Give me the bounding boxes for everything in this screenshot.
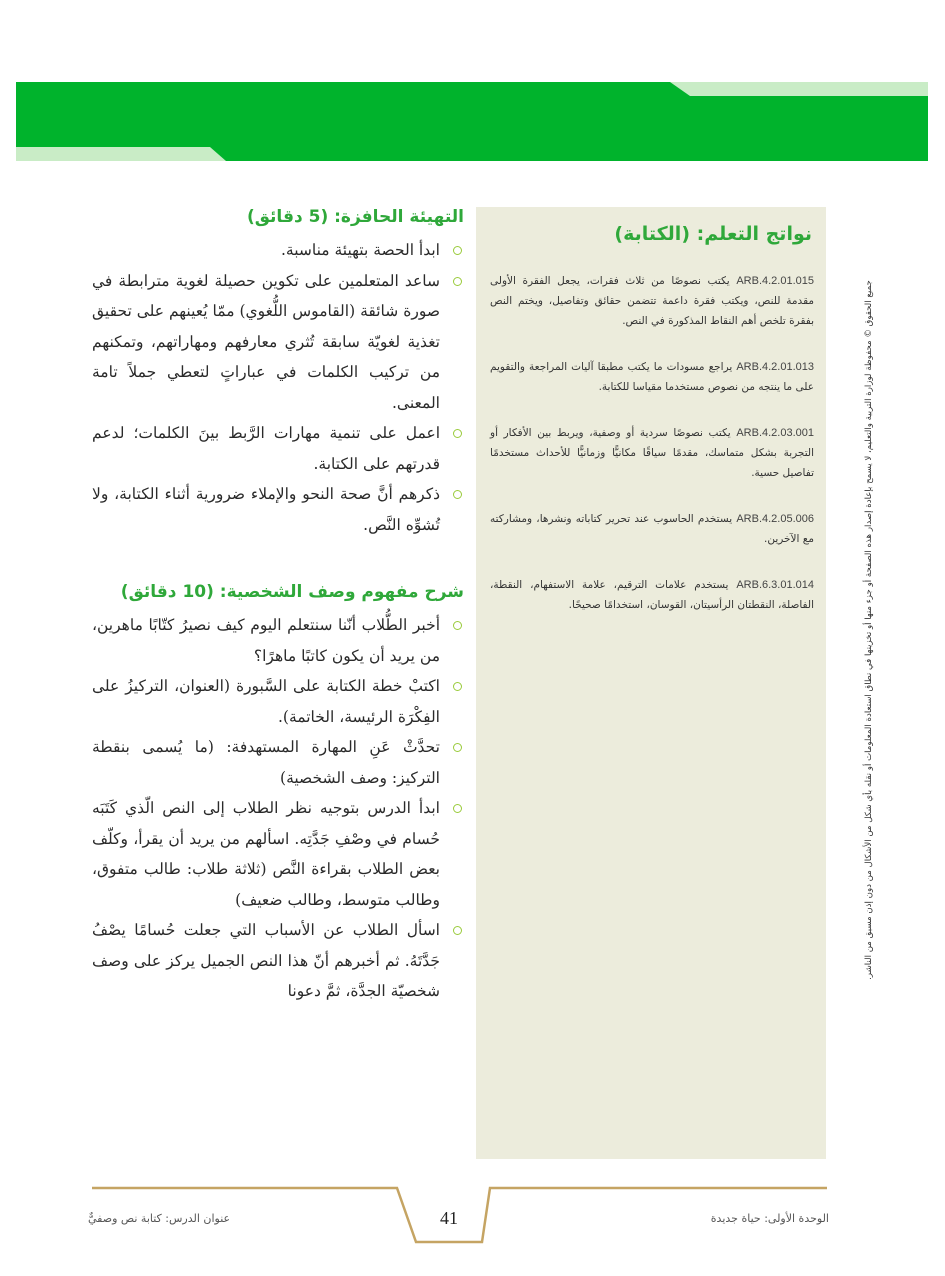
list-item [92,732,464,793]
list-item [92,418,464,479]
learning-outcomes-panel [476,207,826,1159]
outcome-code: ARB.6.3.01.014 [736,579,814,591]
step-text: اكتبْ خطة الكتابة على السَّبورة (العنوان، التركيزُ على الفِكْرَة الرئيسة، الخاتمة). [92,677,440,726]
section-title-character-description: شرح مفهوم وصف الشخصية: (10 دقائق) [120,582,464,602]
bullet-icon [453,621,462,630]
list-item [92,610,464,671]
bullet-icon [453,429,462,438]
bullet-icon [453,682,462,691]
lesson-main-column [92,205,464,1007]
header-banner [0,0,945,180]
banner-light-strip-bottom [16,147,226,161]
step-text: ساعد المتعلمين على تكوين حصيلة لغوية مترابطة في صورة شائقة (القاموس اللُّغوي) ممّا يُعينهم على تحقيق تغذية لغويّة سابقة تُثري معارفهم ومهاراتهم، وتمكنهم من تركيب الكلمات في عباراتٍ لتعطي جملاً تامة المعنى. [92,271,440,412]
outcome-item [490,509,814,549]
outcome-code: ARB.4.2.01.013 [736,361,814,373]
outcome-code: ARB.4.2.01.015 [736,275,814,287]
lesson-title-label: عنوان الدرس: كتابة نص وصفيٌّ [88,1212,231,1225]
warmup-steps-list [92,235,464,540]
outcome-text: يستخدم الحاسوب عند تحرير كتاباته ونشرها، ومشاركته مع الآخرين. [490,513,814,545]
outcome-item [490,271,814,331]
outcome-item [490,357,814,397]
bullet-icon [453,926,462,935]
bullet-icon [453,743,462,752]
explanation-steps-list [92,610,464,1007]
step-text: ابدأ الحصة بتهيئة مناسبة. [280,241,440,259]
list-item [92,266,464,419]
step-text: ذكرهم أنَّ صحة النحو والإملاء ضرورية أثناء الكتابة، ولا تُشوِّه النَّص. [92,485,440,534]
list-item [92,671,464,732]
list-item [92,235,464,266]
unit-title-label: الوحدة الأولى: حياة جديدة [710,1212,829,1225]
bullet-icon [453,490,462,499]
step-text: ابدأ الدرس بتوجيه نظر الطلاب إلى النص الّذي كَتَبَه حُسام في وصْفِ جَدَّتِه. اسألهم من يريد أن يقرأ، وكلّف بعض الطلاب بقراءة النَّص (ثلاثة طلاب: طالب متفوق، وطالب متوسط، وطالب ضعيف) [92,799,440,909]
outcome-text: يكتب نصوصًا سردية أو وصفية، ويربط بين الأفكار أو التجربة بشكل متماسك، مقدمًا سياقًا مكانيًّا وزمانيًّا للأحداث مستخدمًا تفاصيل حسية. [490,427,814,479]
bullet-icon [453,277,462,286]
list-item [92,793,464,915]
outcome-text: يستخدم علامات الترقيم، علامة الاستفهام، النقطة، الفاصلة، النقطتان الرأسيتان، القوسان، استخدامًا صحيحًا. [490,579,814,611]
step-text: أخبر الطُّلاب أنّنا سنتعلم اليوم كيف نصيرُ كتّابًا ماهرين، من يريد أن يكون كاتبًا ماهرًا؟ [92,616,440,665]
outcome-code: ARB.4.2.03.001 [736,427,814,439]
bullet-icon [453,246,462,255]
outcome-item [490,575,814,615]
banner-light-strip-top-overlay [670,82,928,96]
outcome-item [490,423,814,483]
page-number: 41 [440,1208,458,1228]
bullet-icon [453,804,462,813]
copyright-text: جميع الحقوق © محفوظة لوزارة التربية والتعليم، لا يسمح بإعادة إصدار هذه الصفحة أو جزء منها أو تخزينها في نطاق استعادة المعلومات أو نقله بأي شكل من الأشكال من دون إذن مسبق من الناشر. [864,280,874,980]
outcome-text: يراجع مسودات ما يكتب مطبقا آليات المراجعة والتقويم على ما ينتجه من نصوص مستخدما مقياسا للكتابة. [490,361,814,393]
step-text: اعمل على تنمية مهارات الرَّبط بينَ الكلمات؛ لدعم قدرتهم على الكتابة. [92,424,440,473]
list-item [92,479,464,540]
step-text: تحدَّثْ عَنِ المهارة المستهدفة: (ما يُسمى بنقطة التركيز: وصف الشخصية) [92,738,440,787]
section-title-warmup: التهيئة الحافزة: (5 دقائق) [246,207,464,227]
outcome-code: ARB.4.2.05.006 [736,513,814,525]
copyright-side-note [858,280,880,980]
list-item [92,915,464,1007]
outcome-text: يكتب نصوصًا من ثلاث فقرات، يجعل الفقرة الأولى مقدمة للنص، ويكتب فقرة داعمة تتضمن حقائق وتفاصيل، ويختم النص بفقرة تلخص أهم النقاط المذكورة في النص. [490,275,814,327]
outcomes-title: نواتج التعلم: (الكتابة) [614,223,812,245]
step-text: اسأل الطلاب عن الأسباب التي جعلت حُسامًا يصْفُ جَدَّتَهُ. ثم أخبرهم أنّ هذا النص الجميل يركز على وصف شخصيّة الجدَّة، ثمَّ دعونا [92,921,440,1000]
